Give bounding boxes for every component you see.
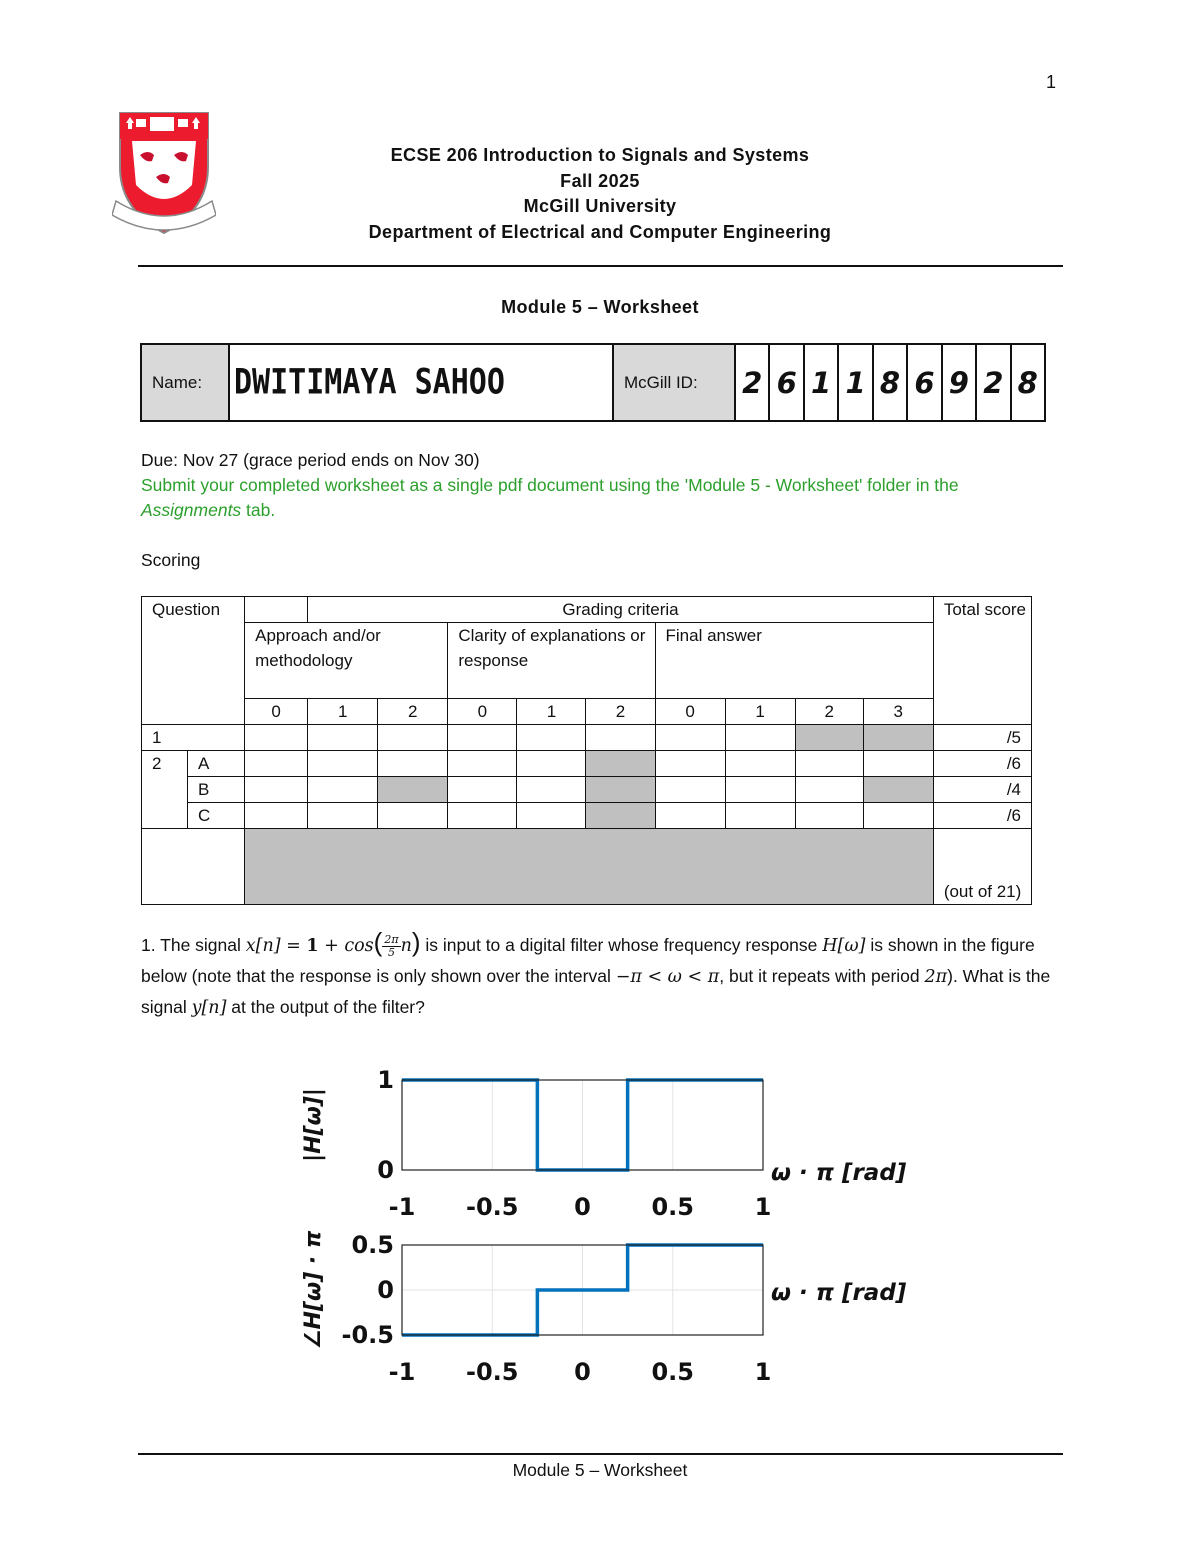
id-digit[interactable]: 6	[769, 344, 803, 421]
footer-rule	[138, 1453, 1063, 1455]
phase-plot	[301, 1230, 907, 1386]
score-cell[interactable]	[655, 725, 725, 751]
score-cell[interactable]	[308, 777, 378, 803]
q1-equals: =	[280, 936, 307, 956]
row-total: /4	[933, 777, 1031, 803]
score-cell[interactable]	[308, 803, 378, 829]
point-header: 2	[378, 699, 448, 725]
id-digit[interactable]: 6	[907, 344, 941, 421]
q1-plus: +	[318, 936, 345, 956]
score-cell[interactable]	[245, 751, 308, 777]
row-total: /5	[933, 725, 1031, 751]
shaded-cell	[378, 777, 448, 803]
q1-H: H[ω]	[822, 936, 866, 956]
total-out-of[interactable]: (out of 21)	[933, 829, 1031, 905]
shaded-cell	[863, 777, 933, 803]
shaded-cell	[863, 725, 933, 751]
question-header: Question	[142, 597, 245, 725]
q1-frac-num: 2π	[384, 932, 399, 946]
score-cell[interactable]	[378, 803, 448, 829]
point-header: 2	[586, 699, 655, 725]
score-cell[interactable]	[448, 751, 517, 777]
name-value: DWITIMAYA SAHOO	[234, 362, 505, 403]
q1-text: , but it repeats with period	[719, 966, 925, 986]
score-cell[interactable]	[655, 777, 725, 803]
point-header: 0	[448, 699, 517, 725]
page-number: 1	[1046, 72, 1057, 92]
sub-question: B	[188, 777, 245, 803]
x-axis-label: ω · π [rad]	[771, 1160, 907, 1186]
q1-x-n: x[n]	[245, 936, 281, 956]
q1-text: 1. The signal	[141, 935, 246, 955]
q1-period: 2π	[924, 967, 948, 987]
score-cell[interactable]	[586, 725, 655, 751]
scoring-label: Scoring	[141, 550, 201, 570]
magnitude-plot	[301, 1066, 907, 1221]
name-field[interactable]	[229, 344, 613, 421]
q1-fraction	[382, 934, 400, 959]
point-header: 1	[308, 699, 378, 725]
score-cell[interactable]	[725, 803, 795, 829]
score-cell[interactable]	[448, 725, 517, 751]
mcgill-id-label: McGill ID:	[613, 344, 735, 421]
score-cell[interactable]	[725, 777, 795, 803]
row-total: /6	[933, 751, 1031, 777]
y-tick-label: 0	[377, 1156, 394, 1184]
x-tick-label: -0.5	[466, 1193, 519, 1221]
question-1: 1. The signal x[n] = 1 + cos( $\frac{2\pi}{5}$ n) is input to a digital filter whose frequency response H[ω] is shown in the figure below (note that the response is only shown over the interval −π < ω < π, but it repeats with period 2π). What is the signal y[n] at the output of the filter?	[141, 927, 1051, 1018]
score-cell[interactable]	[795, 803, 863, 829]
sub-question: C	[188, 803, 245, 829]
table-row	[142, 803, 1032, 829]
id-digit[interactable]: 8	[1011, 344, 1046, 421]
score-cell[interactable]	[378, 725, 448, 751]
table-row	[142, 777, 1032, 803]
shaded-cell	[586, 777, 655, 803]
shaded-cell	[795, 725, 863, 751]
x-tick-label: -1	[388, 1358, 416, 1386]
submit-text: Submit your completed worksheet as a single pdf document using the 'Module 5 - Worksheet' folder in the	[141, 475, 959, 495]
q1-one: 1	[306, 936, 319, 956]
q1-text: is shown in the figure below (note that the response is only shown over the interval	[141, 935, 1035, 986]
q1-n: n	[400, 936, 412, 956]
due-date: Due: Nov 27 (grace period ends on Nov 30)	[141, 450, 480, 470]
table-row	[142, 725, 1032, 751]
point-header: 1	[725, 699, 795, 725]
point-header: 3	[863, 699, 933, 725]
question-number: 1	[142, 725, 245, 751]
y-tick-label: -0.5	[341, 1321, 394, 1349]
score-cell[interactable]	[245, 803, 308, 829]
id-digit[interactable]: 1	[838, 344, 872, 421]
course-title: ECSE 206 Introduction to Signals and Systems	[390, 145, 810, 165]
score-cell[interactable]	[725, 751, 795, 777]
x-tick-label: 1	[754, 1358, 772, 1386]
y-axis-label: |H[ω]|	[301, 1088, 326, 1162]
point-header: 1	[517, 699, 586, 725]
score-cell[interactable]	[517, 777, 586, 803]
final-answer-header: Final answer	[655, 623, 933, 699]
id-digit[interactable]: 2	[976, 344, 1010, 421]
score-cell[interactable]	[308, 751, 378, 777]
document-header	[200, 143, 1000, 245]
point-header: 0	[245, 699, 308, 725]
university: McGill University	[523, 196, 677, 216]
total-score-header: Total score	[933, 597, 1031, 725]
name-label: Name:	[141, 344, 229, 421]
blank-cell	[245, 597, 308, 623]
sub-question: A	[188, 751, 245, 777]
q1-text: ). What is the signal	[141, 966, 1051, 1017]
scoring-table	[141, 596, 1032, 905]
header-rule	[138, 265, 1063, 267]
point-header: 2	[795, 699, 863, 725]
q1-text: is input to a digital filter whose frequency response	[420, 935, 823, 955]
point-header: 0	[655, 699, 725, 725]
row-total: /6	[933, 803, 1031, 829]
submit-text-end: tab.	[241, 500, 276, 520]
y-axis-label: ∠H[ω] · π	[301, 1230, 326, 1350]
frequency-response-figure	[280, 1050, 920, 1400]
score-cell[interactable]	[378, 751, 448, 777]
score-cell[interactable]	[795, 751, 863, 777]
score-cell[interactable]	[655, 751, 725, 777]
x-tick-label: 1	[754, 1193, 772, 1221]
score-cell[interactable]	[517, 803, 586, 829]
x-tick-label: -0.5	[466, 1358, 519, 1386]
department: Department of Electrical and Computer Engineering	[368, 221, 832, 242]
score-cell[interactable]	[448, 803, 517, 829]
y-tick-label: 0.5	[351, 1231, 394, 1259]
score-cell[interactable]	[863, 803, 933, 829]
shaded-cell	[245, 829, 934, 905]
q1-interval: −π < ω < π	[615, 967, 720, 987]
question-number: 2	[142, 751, 188, 829]
clarity-header: Clarity of explanations or response	[448, 623, 655, 699]
shaded-cell	[586, 751, 655, 777]
score-cell[interactable]	[863, 751, 933, 777]
x-tick-label: 0	[574, 1193, 591, 1221]
x-axis-label: ω · π [rad]	[771, 1280, 907, 1306]
score-cell[interactable]	[517, 725, 586, 751]
x-tick-label: 0.5	[651, 1193, 695, 1221]
id-digit[interactable]: 2	[735, 344, 769, 421]
blank-cell	[142, 829, 245, 905]
term: Fall 2025	[560, 170, 640, 191]
id-digit[interactable]: 1	[804, 344, 838, 421]
score-cell[interactable]	[245, 777, 308, 803]
score-cell[interactable]	[795, 777, 863, 803]
q1-y-n: y[n]	[191, 998, 227, 1018]
y-tick-label: 1	[377, 1066, 394, 1094]
q1-frac-den: 5	[387, 945, 395, 959]
footer-title: Module 5 – Worksheet	[512, 1460, 688, 1480]
x-tick-label: 0	[574, 1358, 591, 1386]
score-cell[interactable]	[725, 725, 795, 751]
q1-cos: cos	[344, 936, 374, 956]
id-digit[interactable]: 8	[873, 344, 907, 421]
grading-criteria-header: Grading criteria	[308, 597, 934, 623]
q1-text: at the output of the filter?	[226, 997, 425, 1017]
id-digit[interactable]: 9	[942, 344, 976, 421]
total-row	[142, 829, 1032, 905]
assignments-tab-ref: Assignments	[141, 500, 242, 520]
x-tick-label: 0.5	[651, 1358, 695, 1386]
shaded-cell	[586, 803, 655, 829]
score-cell[interactable]	[517, 751, 586, 777]
identity-table	[140, 343, 1046, 422]
table-row	[142, 751, 1032, 777]
score-cell[interactable]	[308, 725, 378, 751]
approach-header: Approach and/or methodology	[245, 623, 448, 699]
score-cell[interactable]	[245, 725, 308, 751]
x-tick-label: -1	[388, 1193, 416, 1221]
submit-instructions	[141, 473, 1056, 523]
score-cell[interactable]	[655, 803, 725, 829]
score-cell[interactable]	[448, 777, 517, 803]
y-tick-label: 0	[377, 1276, 394, 1304]
module-title: Module 5 – Worksheet	[501, 297, 699, 317]
